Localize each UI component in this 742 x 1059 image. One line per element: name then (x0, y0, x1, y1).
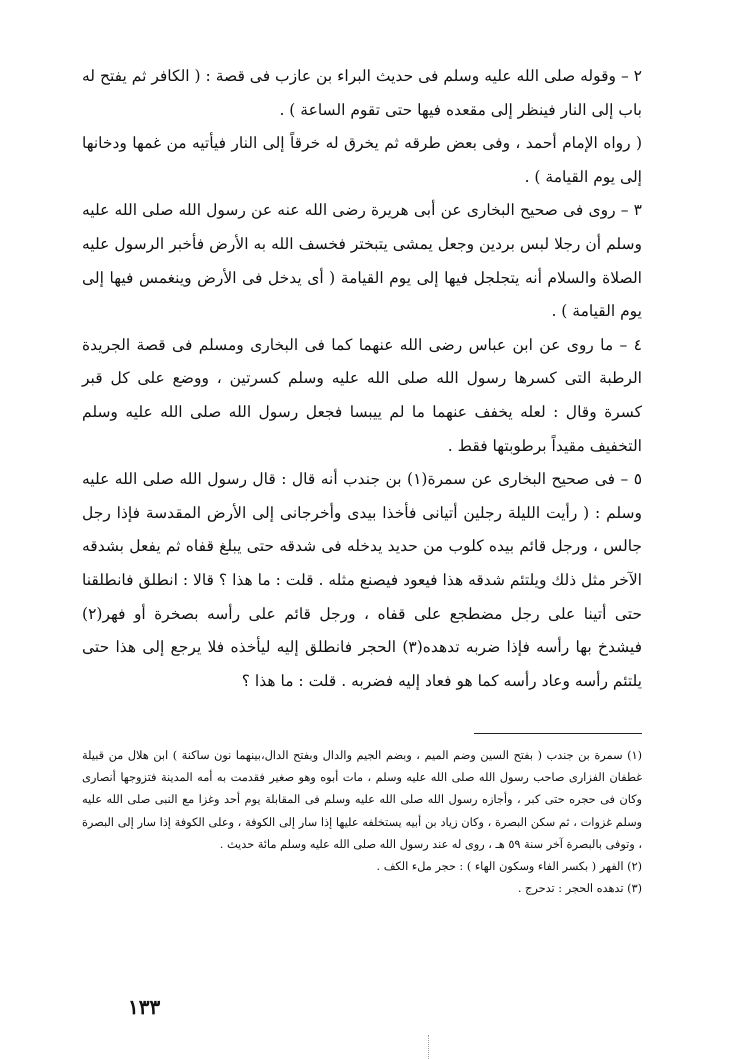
footnote-2: (٢) الفهر ( بكسر الفاء وسكون الهاء ) : حجر ملء الكف . (376, 860, 642, 874)
body-paragraph-2: ٢ – وقوله صلى الله عليه وسلم فى حديث البراء بن عازب فى قصة : ( الكافر ثم يفتح له باب إلى النار فينظر إلى مقعده فيها حتى تقوم الساعة ) . (82, 67, 642, 119)
footnote-3: (٣) تدهده الحجر : تدحرج . (517, 882, 642, 896)
body-paragraph-narration-note: ( رواه الإمام أحمد ، وفى بعض طرقه ثم يخرق له خرقاً إلى النار فيأتيه من غمها ودخانها إلى يوم القيامة ) . (82, 134, 642, 186)
body-paragraph-3: ٣ – روى فى صحيح البخارى عن أبى هريرة رضى الله عنه عن رسول الله صلى الله عليه وسلم أن رجلا لبس بردين وجعل يمشى يتبختر فخسف الله به الأرض فأخبر الرسول عليه الصلاة والسلام أنه يتجلجل فيها إلى يوم القيامة ( أى يدخل فى الأرض وينغمس فيها إلى يوم القيامة ) . (82, 201, 642, 321)
footnote-divider (474, 733, 642, 734)
body-paragraph-4: ٤ – ما روى عن ابن عباس رضى الله عنهما كما فى البخارى ومسلم فى قصة الجريدة الرطبة التى كسرها رسول الله صلى الله عليه وسلم كسرتين ، ووضع على كل قبر كسرة وقال : لعله يخفف عنهما ما لم ييبسا فجعل رسول الله صلى الله عليه وسلم التخفيف مقيداً برطوبتها فقط . (82, 335, 642, 455)
footnote-1: (١) سمرة بن جندب ( بفتح السين وضم الميم ، وبضم الجيم والدال وبفتح الدال،بينهما نون ساكنة ) ابن هلال من قبيلة غطفان الفزارى صاحب رسول الله صلى الله عليه وسلم ، مات أبوه وهو صغير فقدمت به أمه المدينة فتزوجها أنصارى وكان فى حجره حتى كبر ، وأجازه رسول الله صلى الله عليه وسلم فى المقابلة يوم أحد وغزا مع النبى صلى الله عليه وسلم غزوات ، ثم سكن البصرة ، وكان زياد بن أبيه يستخلفه عليها إذا سار إلى الكوفة ، وعلى الكوفة إذا سار إلى البصرة ، وتوفى بالبصرة آخر سنة ٥٩ هـ ، روى له عند رسول الله صلى الله عليه وسلم مائة حديث . (82, 749, 642, 851)
body-paragraph-5: ٥ – فى صحيح البخارى عن سمرة(١) بن جندب أنه قال : قال رسول الله صلى الله عليه وسلم : ( رأيت الليلة رجلين أتيانى فأخذا بيدى وأخرجانى إلى الأرض المقدسة فإذا رجل جالس ، ورجل قائم بيده كلوب من حديد يدخله فى شدقه حتى يبلغ قفاه ثم يفعل بشدقه الآخر مثل ذلك ويلتئم شدقه هذا فيعود فيصنع مثله . قلت : ما هذا ؟ قالا : انطلق فانطلقنا حتى أتينا على رجل مضطجع على قفاه ، ورجل قائم على رأسه بصخرة أو فهر(٢) فيشدخ بها رأسه فإذا ضربه تدهده(٣) الحجر فانطلق إليه ليأخذه فلا يرجع إلى هذا حتى يلتئم رأسه وعاد رأسه كما هو فعاد إليه فضربه . قلت : ما هذا ؟ (82, 470, 643, 690)
binding-gutter-mark (428, 1035, 429, 1059)
page-number: ١٣٣ (128, 995, 161, 1019)
footnotes (82, 745, 642, 900)
main-text (82, 60, 642, 698)
